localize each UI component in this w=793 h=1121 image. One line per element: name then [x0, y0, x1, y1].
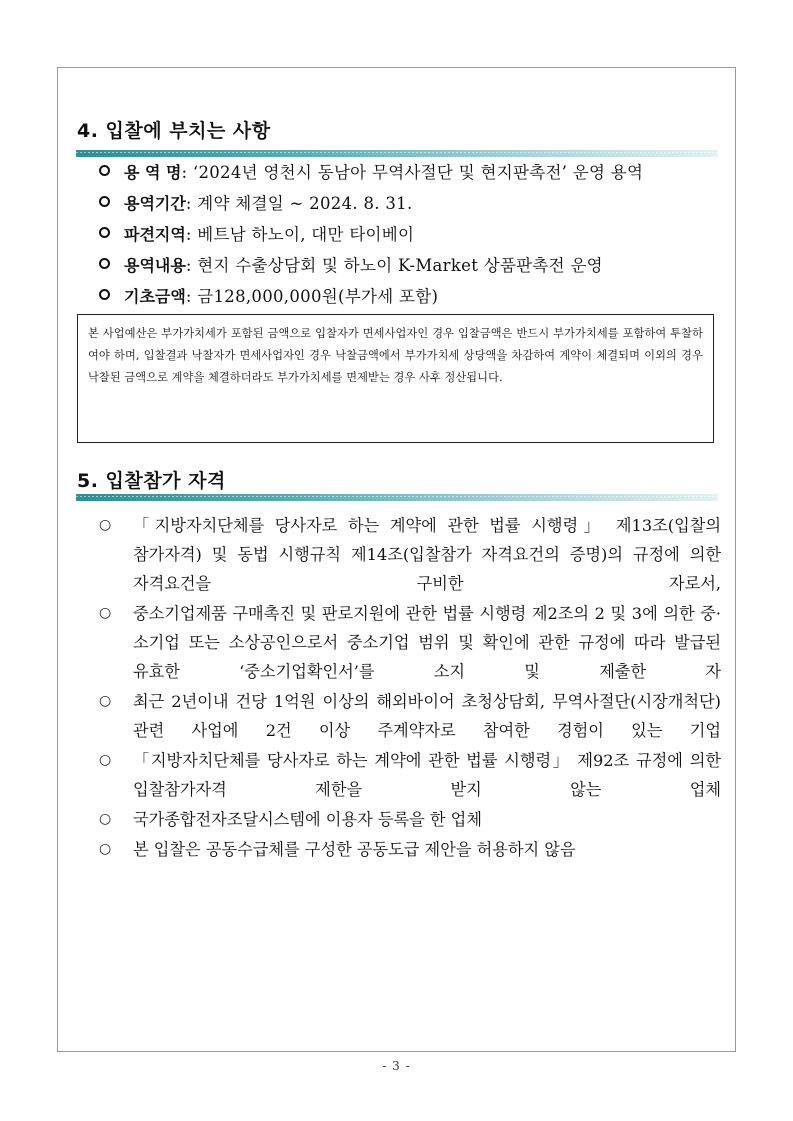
hollow-circle-bullet-icon: ○	[99, 841, 112, 857]
circle-bullet-icon	[99, 165, 110, 176]
detail-dispatch-region	[99, 221, 643, 252]
circle-bullet-icon	[99, 289, 110, 300]
eligibility-item	[99, 511, 721, 598]
detail-base-amount	[99, 283, 643, 314]
eligibility-item	[99, 835, 721, 864]
detail-service-name	[99, 159, 643, 190]
detail-label: 용역기간	[124, 194, 186, 213]
detail-service-period	[99, 190, 643, 221]
eligibility-item	[99, 599, 721, 686]
hollow-circle-bullet-icon: ○	[99, 752, 112, 768]
circle-bullet-icon	[99, 258, 110, 269]
hollow-circle-bullet-icon: ○	[99, 693, 112, 709]
circle-bullet-icon	[99, 196, 110, 207]
detail-service-content	[99, 252, 643, 283]
section-5-title: 5. 입찰참가 자격	[77, 470, 226, 492]
detail-value: : 현지 수출상담회 및 하노이 K-Market 상품판촉전 운영	[185, 256, 603, 275]
tender-details-list	[99, 159, 643, 314]
eligibility-item	[99, 746, 721, 804]
section-5-divider	[76, 494, 718, 501]
circle-bullet-icon	[99, 227, 110, 238]
eligibility-text: 중소기업제품 구매촉진 및 판로지원에 관한 법률 시행령 제2조의 2 및 3에 의한 중·소기업 또는 소상공인으로서 중소기업 범위 및 확인에 관한 규정에 따라 발급된 유효한 ‘중소기업확인서’를 소지 및 제출한 자	[133, 604, 721, 681]
detail-label: 파견지역	[124, 225, 186, 244]
hollow-circle-bullet-icon: ○	[99, 811, 112, 827]
detail-value: : 베트남 하노이, 대만 타이베이	[185, 225, 415, 244]
detail-label: 용역내용	[124, 256, 186, 275]
eligibility-text: 본 입찰은 공동수급체를 구성한 공동도급 제안을 허용하지 않음	[133, 840, 576, 859]
eligibility-text: 최근 2년이내 건당 1억원 이상의 해외바이어 초청상담회, 무역사절단(시장개척단) 관련 사업에 2건 이상 주계약자로 참여한 경험이 있는 기업	[133, 692, 721, 740]
hollow-circle-bullet-icon: ○	[99, 517, 112, 533]
detail-value: : 계약 체결일 ~ 2024. 8. 31.	[185, 194, 413, 213]
detail-value: : 금128,000,000원(부가세 포함)	[185, 287, 439, 306]
eligibility-text: 「지방자치단체를 당사자로 하는 계약에 관한 법률 시행령」 제13조(입찰의 참가자격) 및 동법 시행규칙 제14조(입찰참가 자격요건의 증명)의 규정에 의한 자격요건을 구비한 자로서,	[133, 516, 721, 593]
eligibility-list	[99, 511, 721, 865]
eligibility-item	[99, 805, 721, 834]
eligibility-text: 국가종합전자조달시스템에 이용자 등록을 한 업체	[133, 810, 482, 829]
eligibility-text: 「지방자치단체를 당사자로 하는 계약에 관한 법률 시행령」 제92조 규정에 의한 입찰참가자격 제한을 받지 않는 업체	[133, 751, 721, 799]
hollow-circle-bullet-icon: ○	[99, 605, 112, 621]
page-number: - 3 -	[382, 1059, 411, 1073]
detail-label: 용 역 명	[124, 163, 182, 182]
detail-value: : ‘2024년 영천시 동남아 무역사절단 및 현지판촉전’ 운영 용역	[181, 163, 644, 182]
section-4-divider	[76, 150, 718, 157]
detail-label: 기초금액	[124, 287, 186, 306]
vat-notice-box: 본 사업예산은 부가가치세가 포함된 금액으로 입찰자가 면세사업자인 경우 입찰금액은 반드시 부가가치세를 포함하여 투찰하여야 하며, 입찰결과 낙찰자가 면세사업자인 경우 낙찰금액에서 부가가치세 상당액을 차감하여 계약이 체결되며 이외의 경우 낙찰된 금액으로 계약을 체결하더라도 부가가치세를 면제받는 경우 사후 정산됩니다.	[77, 314, 714, 443]
eligibility-item	[99, 687, 721, 745]
section-4-title: 4. 입찰에 부치는 사항	[77, 120, 271, 142]
